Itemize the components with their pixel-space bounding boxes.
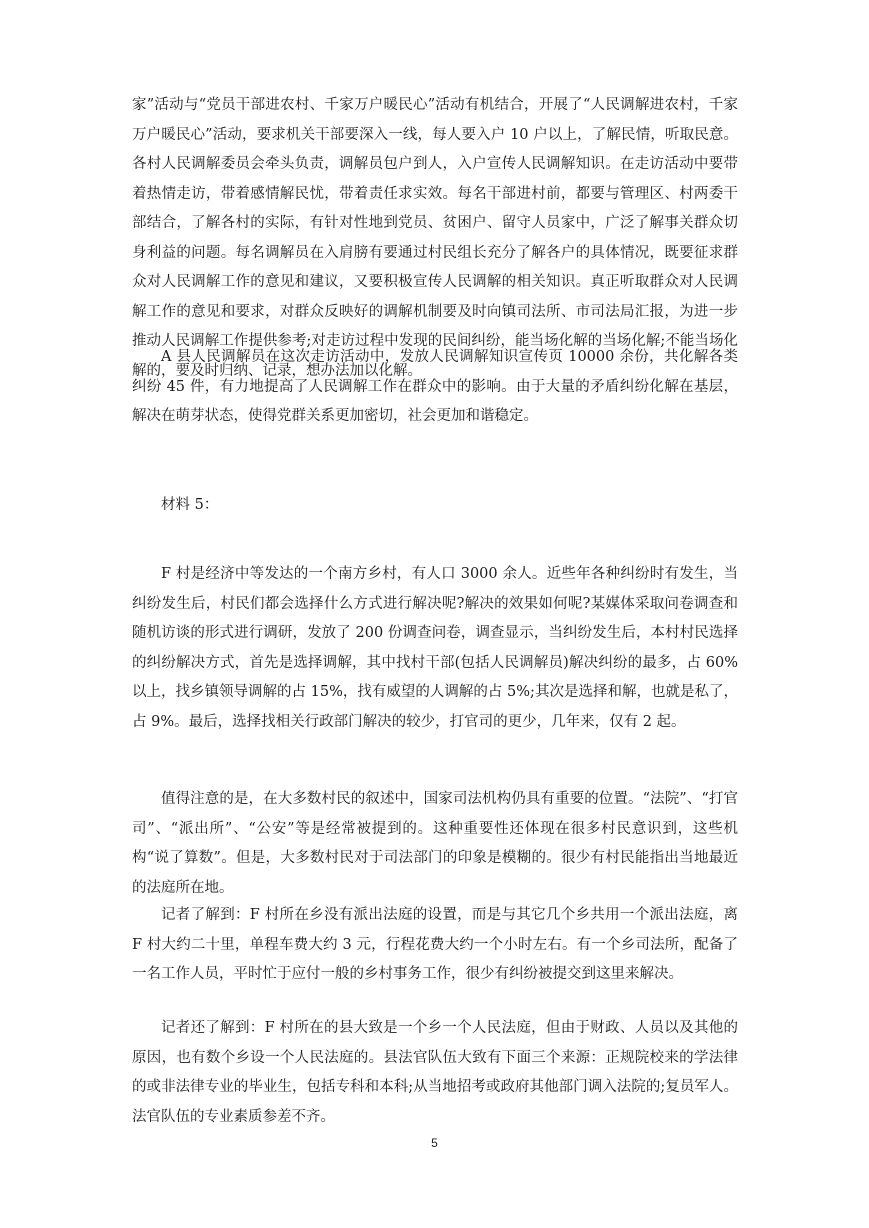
paragraph-tribunal-location: 记者了解到：F 村所在乡没有派出法庭的设置，而是与其它几个乡共用一个派出法庭，离 F 村大约二十里，单程车费大约 3 元，行程花费大约一个小时左右。有一个乡司法所，配备了一名工作人员，平时忙于应付一般的乡村事务工作，很少有纠纷被提交到这里来解决。 bbox=[132, 907, 738, 982]
page-number: 5 bbox=[431, 1136, 438, 1150]
paragraph-judicial-institutions: 值得注意的是，在大多数村民的叙述中，国家司法机构仍具有重要的位置。“法院”、“打官司”、“派出所”、“公安”等是经常被提到的。这种重要性还体现在很多村民意识到，这些机构“说了算数”。但是，大多数村民对于司法部门的印象是模糊的。很少有村民能指出当地最近的法庭所在地。 bbox=[132, 791, 738, 896]
paragraph-county-mediators: A 县人民调解员在这次走访活动中，发放人民调解知识宣传页 10000 余份，共化解各类纠纷 45 件，有力地提高了人民调解工作在群众中的影响。由于大量的矛盾纠纷化解在基层，解决在萌芽状态，使得党群关系更加密切，社会更加和谐稳定。 bbox=[132, 349, 738, 424]
paragraph-village-survey: F 村是经济中等发达的一个南方乡村，有人口 3000 余人。近些年各种纠纷时有发生，当纠纷发生后，村民们都会选择什么方式进行解决呢?解决的效果如何呢?某媒体采取问卷调查和随机访谈的形式进行调研，发放了 200 份调查问卷，调查显示，当纠纷发生后，本村村民选择的纠纷解决方式，首先是选择调解，其中找村干部(包括人民调解员)解决纠纷的最多，占 60%以上，找乡镇领导调解的占 15%，找有威望的人调解的占 5%;其次是选择和解，也就是私了，占 9%。最后，选择找相关行政部门解决的较少，打官司的更少，几年来，仅有 2 起。 bbox=[132, 566, 738, 730]
material-heading: 材料 5： bbox=[161, 497, 219, 513]
paragraph-continued: 家”活动与“党员干部进农村、千家万户暖民心”活动有机结合，开展了“人民调解进农村，千家万户暖民心”活动，要求机关干部要深入一线，每人要入户 10 户以上，了解民情，听取民意。各村人民调解委员会牵头负责，调解员包户到人，入户宣传人民调解知识。在走访活动中要带着热情走访，带着感情解民忧，带着责任求实效。每名干部进村前，都要与管理区、村两委干部结合，了解各村的实际，有针对性地到党员、贫困户、留守人员家中，广泛了解事关群众切身利益的问题。每名调解员在入肩膀有要通过村民组长充分了解各户的具体情况，既要征求群众对人民调解工作的意见和建议，又要积极宣传人民调解的相关知识。真正听取群众对人民调解工作的意见和要求，对群众反映好的调解机制要及时向镇司法所、市司法局汇报，为进一步推动人民调解工作提供参考;对走访过程中发现的民间纠纷，能当场化解的当场化解;不能当场化解的，要及时归纳、记录，想办法加以化解。 bbox=[132, 97, 738, 379]
paragraph-judges-sources: 记者还了解到：F 村所在的县大致是一个乡一个人民法庭，但由于财政、人员以及其他的原因，也有数个乡设一个人民法庭的。县法官队伍大致有下面三个来源：正规院校来的学法律的或非法律专业的毕业生，包括专科和本科;从当地招考或政府其他部门调入法院的;复员军人。法官队伍的专业素质参差不齐。 bbox=[132, 1020, 738, 1125]
